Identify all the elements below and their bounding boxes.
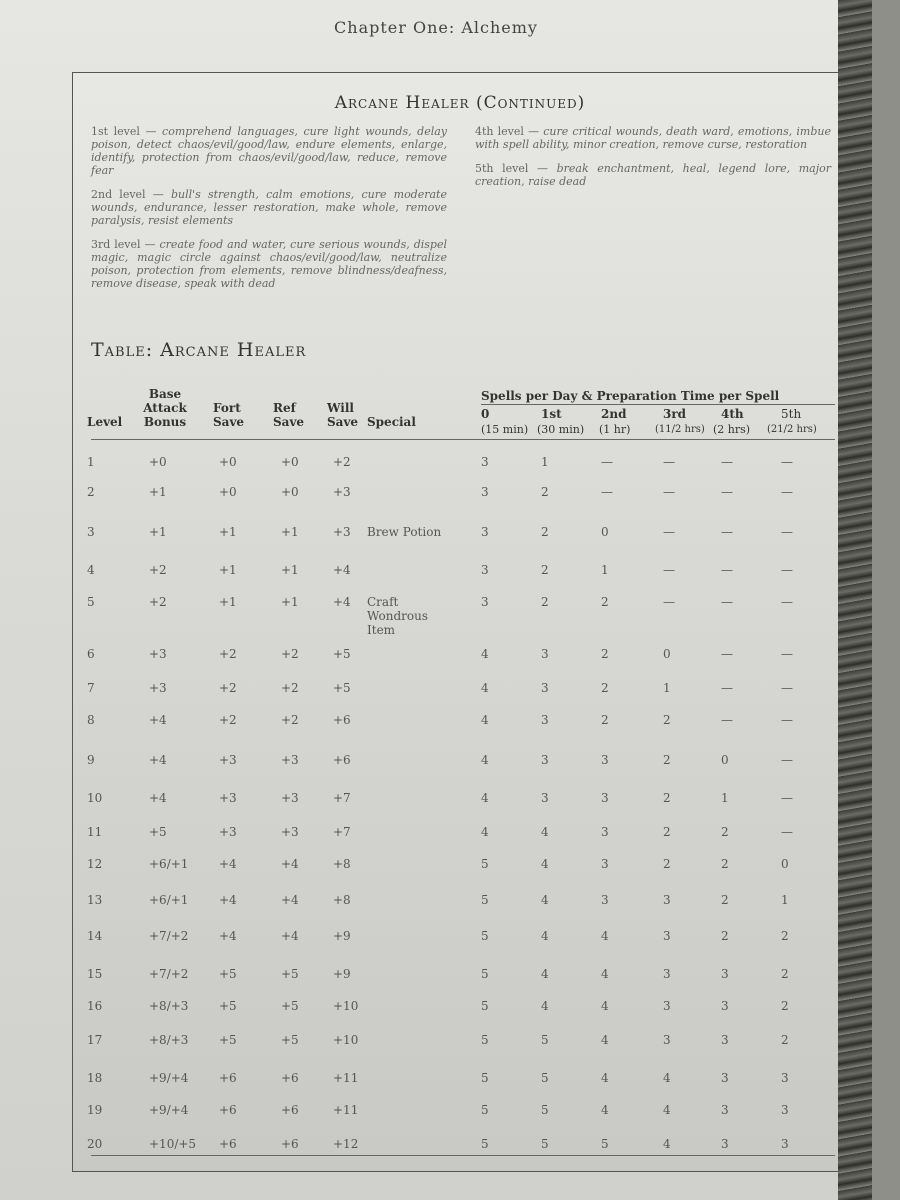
- cell-ref: +3: [281, 825, 299, 839]
- cell-ref: +2: [281, 681, 299, 695]
- cell-level: 18: [87, 1071, 103, 1085]
- header-spell-time-0: (15 min): [481, 423, 529, 436]
- cell-level: 17: [87, 1033, 103, 1047]
- cell-ref: +6: [281, 1137, 299, 1151]
- cell-level: 14: [87, 929, 103, 943]
- cell-spells-level-3: —: [663, 563, 675, 577]
- box-title: Arcane Healer (Continued): [334, 93, 586, 113]
- header-spell-time-4: (2 hrs): [713, 423, 751, 436]
- cell-spells-level-2: 5: [601, 1137, 609, 1151]
- header-spell-level-4: 4th: [721, 407, 744, 421]
- cell-spells-level-0: 4: [481, 791, 489, 805]
- cell-spells-level-1: 5: [541, 1137, 549, 1151]
- spell-list-level-1: 1st level — comprehend languages, cure light wounds, delay poison, detect chaos/evil/good/law, endure elements, enlarge, identify, protection from chaos/evil/good/law, reduce, remove fear: [91, 125, 447, 177]
- cell-level: 1: [87, 455, 95, 469]
- cell-special: Craft Wondrous Item: [367, 595, 429, 637]
- cell-spells-level-2: 2: [601, 595, 609, 609]
- header-level: Level: [87, 415, 123, 429]
- header-spell-level-0: 0: [481, 407, 490, 421]
- spell-list-right-column: [475, 125, 831, 301]
- cell-spells-level-2: 0: [601, 525, 609, 539]
- header-spells-per-day: Spells per Day & Preparation Time per Spell: [481, 389, 780, 403]
- cell-spells-level-3: —: [663, 485, 675, 499]
- cell-fort: +5: [219, 999, 237, 1013]
- cell-spells-level-0: 4: [481, 753, 489, 767]
- header-will-save: Will Save: [327, 401, 359, 429]
- cell-ref: +3: [281, 791, 299, 805]
- cell-spells-level-0: 4: [481, 681, 489, 695]
- cell-ref: +5: [281, 967, 299, 981]
- cell-bab: +8/+3: [149, 999, 189, 1013]
- cell-will: +11: [333, 1103, 359, 1117]
- cell-fort: +3: [219, 825, 237, 839]
- cell-ref: +1: [281, 525, 299, 539]
- cell-fort: +5: [219, 967, 237, 981]
- cell-level: 5: [87, 595, 95, 609]
- cell-bab: +3: [149, 647, 167, 661]
- cell-spells-level-2: 2: [601, 713, 609, 727]
- cell-spells-level-4: 3: [721, 1033, 729, 1047]
- header-fort-save: Fort Save: [213, 401, 245, 429]
- cell-spells-level-0: 5: [481, 1137, 489, 1151]
- cell-spells-level-1: 5: [541, 1071, 549, 1085]
- header-spell-time-2: (1 hr): [599, 423, 631, 436]
- cell-level: 3: [87, 525, 95, 539]
- cell-spells-level-5: —: [781, 525, 793, 539]
- cell-fort: +0: [219, 485, 237, 499]
- cell-level: 8: [87, 713, 95, 727]
- cell-ref: +2: [281, 713, 299, 727]
- table-bottom-rule: [91, 1155, 835, 1156]
- cell-spells-level-0: 5: [481, 1033, 489, 1047]
- cell-spells-level-2: —: [601, 485, 613, 499]
- cell-spells-level-0: 4: [481, 825, 489, 839]
- cell-ref: +4: [281, 893, 299, 907]
- cell-spells-level-1: 3: [541, 647, 549, 661]
- cell-fort: +5: [219, 1033, 237, 1047]
- cell-spells-level-1: 2: [541, 595, 549, 609]
- cell-fort: +2: [219, 647, 237, 661]
- header-spell-time-3: (11/2 hrs): [655, 424, 705, 435]
- cell-spells-level-3: 4: [663, 1137, 671, 1151]
- cell-spells-level-3: 2: [663, 791, 671, 805]
- cell-spells-level-1: 3: [541, 713, 549, 727]
- cell-spells-level-4: 0: [721, 753, 729, 767]
- cell-spells-level-1: 4: [541, 825, 549, 839]
- cell-spells-level-4: 1: [721, 791, 729, 805]
- cell-bab: +8/+3: [149, 1033, 189, 1047]
- table-row: [73, 825, 849, 855]
- cell-fort: +6: [219, 1137, 237, 1151]
- header-rule: [91, 439, 835, 440]
- cell-will: +12: [333, 1137, 359, 1151]
- cell-spells-level-5: 3: [781, 1071, 789, 1085]
- cell-spells-level-3: —: [663, 595, 675, 609]
- cell-level: 19: [87, 1103, 103, 1117]
- cell-level: 6: [87, 647, 95, 661]
- table-row: [73, 1071, 849, 1101]
- cell-bab: +4: [149, 753, 167, 767]
- spell-list-level-3: 3rd level — create food and water, cure serious wounds, dispel magic, magic circle against chaos/evil/good/law, neutralize poison, protection from elements, remove blindness/deafness, remove disease, speak with dead: [91, 238, 447, 290]
- cell-spells-level-3: 2: [663, 857, 671, 871]
- cell-spells-level-0: 5: [481, 967, 489, 981]
- cell-spells-level-0: 4: [481, 647, 489, 661]
- cell-spells-level-4: 3: [721, 1137, 729, 1151]
- cell-spells-level-1: 4: [541, 999, 549, 1013]
- cell-level: 7: [87, 681, 95, 695]
- spell-list-level-4: 4th level — cure critical wounds, death ward, emotions, imbue with spell ability, minor creation, remove curse, restoration: [475, 125, 831, 151]
- cell-spells-level-5: 1: [781, 893, 789, 907]
- cell-spells-level-2: 3: [601, 893, 609, 907]
- cell-spells-level-0: 4: [481, 713, 489, 727]
- cell-spells-level-1: 4: [541, 929, 549, 943]
- table-row: [73, 929, 849, 959]
- cell-will: +4: [333, 563, 351, 577]
- cell-spells-level-0: 3: [481, 595, 489, 609]
- cell-spells-level-1: 2: [541, 525, 549, 539]
- cell-spells-level-1: 2: [541, 485, 549, 499]
- cell-spells-level-2: 3: [601, 753, 609, 767]
- cell-will: +3: [333, 485, 351, 499]
- cell-spells-level-1: 5: [541, 1103, 549, 1117]
- header-bab: Base Attack Bonus: [143, 387, 187, 429]
- cell-spells-level-3: 3: [663, 967, 671, 981]
- cell-fort: +0: [219, 455, 237, 469]
- cell-spells-level-5: 2: [781, 999, 789, 1013]
- table-row: [73, 753, 849, 783]
- cell-spells-level-3: —: [663, 525, 675, 539]
- cell-level: 2: [87, 485, 95, 499]
- cell-bab: +4: [149, 791, 167, 805]
- table-row: [73, 485, 849, 515]
- cell-level: 20: [87, 1137, 103, 1151]
- cell-spells-level-1: 4: [541, 967, 549, 981]
- header-special: Special: [367, 415, 416, 429]
- cell-spells-level-1: 2: [541, 563, 549, 577]
- cell-spells-level-3: 4: [663, 1103, 671, 1117]
- cell-spells-level-2: 4: [601, 1103, 609, 1117]
- cell-level: 4: [87, 563, 95, 577]
- torn-page-edge: [838, 0, 872, 1200]
- header-spell-level-3: 3rd: [663, 407, 687, 421]
- cell-spells-level-5: —: [781, 681, 793, 695]
- cell-will: +3: [333, 525, 351, 539]
- cell-ref: +6: [281, 1071, 299, 1085]
- cell-ref: +0: [281, 485, 299, 499]
- spell-list-level-2: 2nd level — bull's strength, calm emotions, cure moderate wounds, endurance, lesser restoration, make whole, remove paralysis, resist elements: [91, 188, 447, 227]
- cell-bab: +10/+5: [149, 1137, 197, 1151]
- table-row: [73, 1103, 849, 1133]
- cell-spells-level-4: 2: [721, 929, 729, 943]
- cell-bab: +6/+1: [149, 893, 189, 907]
- cell-spells-level-2: 4: [601, 1033, 609, 1047]
- cell-spells-level-5: 2: [781, 929, 789, 943]
- table-row: [73, 1137, 849, 1167]
- cell-ref: +6: [281, 1103, 299, 1117]
- cell-spells-level-5: —: [781, 563, 793, 577]
- cell-ref: +2: [281, 647, 299, 661]
- cell-spells-level-0: 3: [481, 485, 489, 499]
- cell-spells-level-1: 4: [541, 893, 549, 907]
- cell-bab: +1: [149, 485, 167, 499]
- cell-spells-level-0: 5: [481, 1103, 489, 1117]
- cell-ref: +3: [281, 753, 299, 767]
- cell-spells-level-5: —: [781, 753, 793, 767]
- cell-spells-level-3: —: [663, 455, 675, 469]
- cell-bab: +2: [149, 595, 167, 609]
- cell-fort: +3: [219, 753, 237, 767]
- cell-fort: +1: [219, 563, 237, 577]
- cell-level: 10: [87, 791, 103, 805]
- cell-spells-level-2: 4: [601, 967, 609, 981]
- cell-fort: +1: [219, 595, 237, 609]
- table-row: [73, 713, 849, 743]
- cell-spells-level-4: 3: [721, 999, 729, 1013]
- cell-spells-level-0: 3: [481, 563, 489, 577]
- cell-spells-level-4: —: [721, 713, 733, 727]
- running-head: Chapter One: Alchemy: [334, 18, 538, 37]
- cell-spells-level-4: 3: [721, 1071, 729, 1085]
- cell-spells-level-4: 3: [721, 967, 729, 981]
- table-row: [73, 681, 849, 711]
- cell-spells-level-0: 5: [481, 1071, 489, 1085]
- cell-spells-level-2: 1: [601, 563, 609, 577]
- cell-fort: +4: [219, 857, 237, 871]
- cell-will: +6: [333, 753, 351, 767]
- cell-spells-level-3: 2: [663, 753, 671, 767]
- cell-spells-level-5: —: [781, 455, 793, 469]
- cell-will: +7: [333, 825, 351, 839]
- cell-bab: +9/+4: [149, 1071, 189, 1085]
- cell-will: +10: [333, 1033, 359, 1047]
- cell-spells-level-5: —: [781, 791, 793, 805]
- cell-spells-level-0: 3: [481, 525, 489, 539]
- cell-spells-level-4: —: [721, 647, 733, 661]
- cell-will: +9: [333, 967, 351, 981]
- cell-spells-level-4: —: [721, 525, 733, 539]
- cell-level: 9: [87, 753, 95, 767]
- cell-spells-level-2: 2: [601, 681, 609, 695]
- cell-level: 15: [87, 967, 103, 981]
- cell-spells-level-5: —: [781, 647, 793, 661]
- cell-spells-level-3: 3: [663, 999, 671, 1013]
- cell-spells-level-1: 4: [541, 857, 549, 871]
- cell-spells-level-4: —: [721, 595, 733, 609]
- cell-will: +5: [333, 681, 351, 695]
- cell-spells-level-4: 2: [721, 857, 729, 871]
- table-row: [73, 1033, 849, 1063]
- cell-will: +8: [333, 893, 351, 907]
- cell-spells-level-3: 3: [663, 1033, 671, 1047]
- cell-spells-level-4: 2: [721, 893, 729, 907]
- cell-will: +5: [333, 647, 351, 661]
- table-row: [73, 563, 849, 593]
- header-ref-save: Ref Save: [273, 401, 305, 429]
- header-spell-level-2: 2nd: [601, 407, 627, 421]
- spells-header-rule: [481, 404, 835, 405]
- cell-ref: +1: [281, 595, 299, 609]
- cell-fort: +4: [219, 893, 237, 907]
- cell-ref: +4: [281, 929, 299, 943]
- cell-spells-level-4: 2: [721, 825, 729, 839]
- cell-will: +9: [333, 929, 351, 943]
- cell-spells-level-2: 4: [601, 999, 609, 1013]
- spell-list-left-column: [91, 125, 447, 301]
- cell-fort: +6: [219, 1103, 237, 1117]
- cell-spells-level-4: —: [721, 485, 733, 499]
- cell-bab: +9/+4: [149, 1103, 189, 1117]
- cell-fort: +4: [219, 929, 237, 943]
- cell-spells-level-2: 3: [601, 825, 609, 839]
- sidebar-box: [72, 72, 848, 1172]
- cell-spells-level-3: 2: [663, 825, 671, 839]
- cell-spells-level-3: 3: [663, 929, 671, 943]
- cell-spells-level-5: —: [781, 713, 793, 727]
- cell-spells-level-3: 2: [663, 713, 671, 727]
- cell-spells-level-2: 2: [601, 647, 609, 661]
- table-title: Table: Arcane Healer: [91, 339, 307, 361]
- table-row: [73, 791, 849, 821]
- cell-spells-level-2: 4: [601, 929, 609, 943]
- cell-bab: +6/+1: [149, 857, 189, 871]
- cell-spells-level-1: 1: [541, 455, 549, 469]
- table-row: [73, 525, 849, 555]
- cell-spells-level-3: 0: [663, 647, 671, 661]
- table-row: [73, 455, 849, 485]
- cell-spells-level-4: —: [721, 563, 733, 577]
- cell-spells-level-1: 5: [541, 1033, 549, 1047]
- cell-spells-level-4: —: [721, 455, 733, 469]
- cell-spells-level-0: 5: [481, 893, 489, 907]
- cell-spells-level-0: 5: [481, 929, 489, 943]
- cell-fort: +3: [219, 791, 237, 805]
- cell-bab: +0: [149, 455, 167, 469]
- cell-will: +6: [333, 713, 351, 727]
- cell-ref: +5: [281, 1033, 299, 1047]
- table-row: [73, 595, 849, 637]
- cell-spells-level-2: 3: [601, 791, 609, 805]
- header-spell-time-1: (30 min): [537, 423, 585, 436]
- cell-spells-level-5: —: [781, 825, 793, 839]
- cell-spells-level-5: 3: [781, 1103, 789, 1117]
- cell-spells-level-5: —: [781, 485, 793, 499]
- cell-ref: +4: [281, 857, 299, 871]
- cell-spells-level-1: 3: [541, 753, 549, 767]
- cell-spells-level-2: —: [601, 455, 613, 469]
- cell-level: 13: [87, 893, 103, 907]
- cell-spells-level-2: 3: [601, 857, 609, 871]
- cell-bab: +1: [149, 525, 167, 539]
- cell-spells-level-4: —: [721, 681, 733, 695]
- cell-will: +10: [333, 999, 359, 1013]
- cell-spells-level-0: 5: [481, 999, 489, 1013]
- cell-spells-level-5: 0: [781, 857, 789, 871]
- header-spell-level-5: 5th: [781, 407, 802, 421]
- cell-spells-level-5: —: [781, 595, 793, 609]
- cell-spells-level-3: 4: [663, 1071, 671, 1085]
- cell-spells-level-5: 2: [781, 967, 789, 981]
- cell-ref: +0: [281, 455, 299, 469]
- table-row: [73, 857, 849, 887]
- cell-bab: +3: [149, 681, 167, 695]
- table-row: [73, 967, 849, 997]
- header-spell-level-1: 1st: [541, 407, 562, 421]
- cell-level: 11: [87, 825, 103, 839]
- cell-bab: +2: [149, 563, 167, 577]
- table-row: [73, 647, 849, 677]
- cell-spells-level-1: 3: [541, 791, 549, 805]
- cell-spells-level-1: 3: [541, 681, 549, 695]
- cell-spells-level-4: 3: [721, 1103, 729, 1117]
- cell-spells-level-3: 3: [663, 893, 671, 907]
- cell-ref: +1: [281, 563, 299, 577]
- cell-will: +7: [333, 791, 351, 805]
- cell-will: +2: [333, 455, 351, 469]
- cell-bab: +5: [149, 825, 167, 839]
- cell-bab: +7/+2: [149, 967, 189, 981]
- header-spell-time-5: (21/2 hrs): [767, 424, 817, 435]
- cell-spells-level-2: 4: [601, 1071, 609, 1085]
- cell-bab: +7/+2: [149, 929, 189, 943]
- table-row: [73, 893, 849, 923]
- cell-spells-level-3: 1: [663, 681, 671, 695]
- cell-level: 16: [87, 999, 103, 1013]
- cell-fort: +2: [219, 681, 237, 695]
- cell-spells-level-5: 3: [781, 1137, 789, 1151]
- cell-will: +8: [333, 857, 351, 871]
- table-row: [73, 999, 849, 1029]
- cell-bab: +4: [149, 713, 167, 727]
- cell-spells-level-0: 5: [481, 857, 489, 871]
- cell-fort: +2: [219, 713, 237, 727]
- cell-special: Brew Potion: [367, 525, 442, 539]
- spell-list-columns: [91, 125, 831, 301]
- cell-spells-level-5: 2: [781, 1033, 789, 1047]
- cell-fort: +1: [219, 525, 237, 539]
- cell-level: 12: [87, 857, 103, 871]
- cell-will: +11: [333, 1071, 359, 1085]
- spell-list-level-5: 5th level — break enchantment, heal, legend lore, major creation, raise dead: [475, 162, 831, 188]
- cell-fort: +6: [219, 1071, 237, 1085]
- cell-will: +4: [333, 595, 351, 609]
- cell-spells-level-0: 3: [481, 455, 489, 469]
- cell-ref: +5: [281, 999, 299, 1013]
